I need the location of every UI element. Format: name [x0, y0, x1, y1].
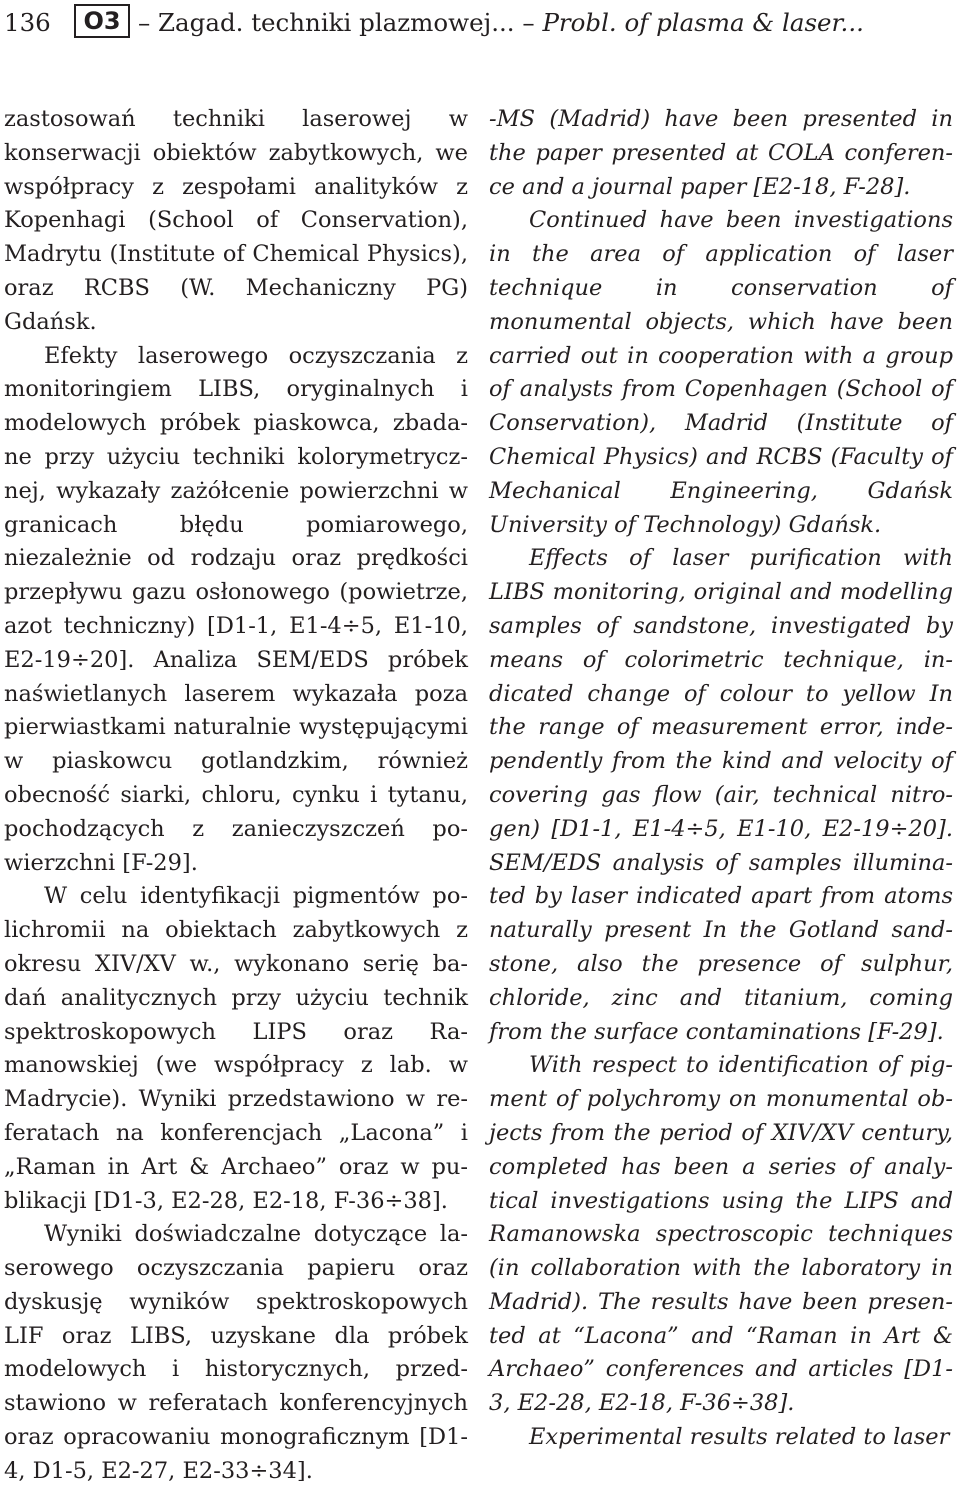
english-paragraph: -MS (Madrid) have been presented in the paper presented at COLA conference and a journal paper [E2-18, F-28]. [489, 106, 953, 200]
running-title-english: Probl. of plasma & laser... [542, 8, 864, 37]
page-header [4, 0, 956, 46]
running-title [138, 0, 864, 46]
polish-text-column [4, 103, 468, 1489]
section-code-box: O3 [74, 4, 130, 38]
polish-paragraph: W celu identyfikacji pigmentów polichromii na obiektach zabytkowych z okresu XIV/XV w., wykonano serię badań analitycznych przy użyciu technik spektroskopowych LIPS oraz Ramanowskiej (we współpracy z lab. w Madrycie). Wyniki przedstawiono w referatach na konferencjach „Lacona” i „Raman in Art & Archaeo” oraz w publikacji [D1-3, E2-28, E2-18, F-36÷38]. [4, 883, 468, 1214]
english-paragraph: Effects of laser purification with LIBS monitoring, original and modelling samples of sandstone, investigated by means of colorimetric technique, indicated change of colour to yellow In the range of measurement error, independently from the kind and velocity of covering gas flow (air, technical nitrogen) [D1-1, E1-4÷5, E1-10, E2-19÷20]. SEM/EDS analysis of samples illuminated by laser indicated apart from atoms naturally present In the Gotland sandstone, also the presence of sulphur, chloride, zinc and titanium, coming from the surface contaminations [F-29]. [489, 545, 953, 1045]
page-number: 136 [4, 8, 51, 37]
polish-paragraph: Efekty laserowego oczyszczania z monitoringiem LIBS, oryginalnych i modelowych próbek piaskowca, zbadane przy użyciu techniki kolorymetrycznej, wykazały zażółcenie powierzchni w granicach błędu pomiarowego, niezależnie od rodzaju oraz prędkości przepływu gazu osłonowego (powietrze, azot techniczny) [D1-1, E1-4÷5, E1-10, E2-19÷20]. Analiza SEM/EDS próbek naświetlanych laserem wykazała poza pierwiastkami naturalnie występującymi w piaskowcu gotlandzkim, również obecność siarki, chloru, cynku i tytanu, pochodzących z zanieczyszczeń powierzchni [F-29]. [4, 342, 468, 876]
polish-paragraph: Wyniki doświadczalne dotyczące laserowego oczyszczania papieru oraz dyskusję wyników spektroskopowych LIF oraz LIBS, uzyskane dla próbek modelowych i historycznych, przedstawiono w referatach konferencyjnych oraz opracowaniu monograficznym [D1-4, D1-5, E2-27, E2-33÷34]. [4, 1221, 468, 1484]
english-paragraph: With respect to identification of pigment of polychromy on monumental objects from the period of XIV/XV century, completed has been a series of analytical investigations using the LIPS and Ramanowska spectroscopic techniques (in collaboration with the laboratory in Madrid). The results have been presented at “Lacona” and “Raman in Art & Archaeo” conferences and articles [D1-3, E2-28, E2-18, F-36÷38]. [489, 1052, 953, 1417]
running-title-separator: – [522, 8, 535, 37]
english-text-column [489, 103, 953, 1455]
english-paragraph: Continued have been investigations in the area of application of laser technique in conservation of monumental objects, which have been carried out in cooperation with a group of analysts from Copenhagen (School of Conservation), Madrid (Institute of Chemical Physics) and RCBS (Faculty of Mechanical Engineering, Gdańsk University of Technology) Gdańsk. [489, 207, 953, 538]
running-title-polish: – Zagad. techniki plazmowej... [138, 8, 515, 37]
polish-paragraph: zastosowań techniki laserowej w konserwacji obiektów zabytkowych, we współpracy z zespołami analityków z Kopenhagi (School of Conservation), Madrytu (Institute of Chemical Physics), oraz RCBS (W. Mechaniczny PG) Gdańsk. [4, 106, 468, 335]
english-paragraph: Experimental results related to laser [529, 1424, 950, 1451]
